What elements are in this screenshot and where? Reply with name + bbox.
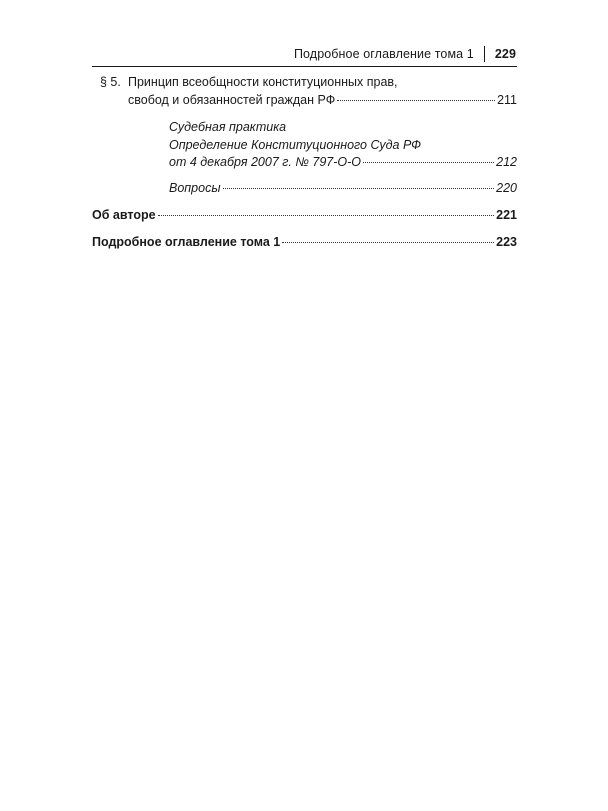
toc-entry-case-law[interactable] (169, 119, 517, 172)
section-number: § 5. (100, 75, 121, 89)
case-law-line2: от 4 декабря 2007 г. № 797-О-О (169, 155, 361, 169)
questions-title: Вопросы (169, 180, 221, 195)
dot-leader (223, 188, 495, 189)
case-law-line1: Определение Конституционного Суда РФ (169, 137, 422, 152)
running-header-title: Подробное оглавление тома 1 (293, 47, 474, 61)
toc-line (92, 92, 517, 110)
running-header-page-number: 229 (494, 47, 516, 61)
toc-line (169, 180, 517, 198)
case-law-group (92, 119, 517, 197)
running-header (294, 46, 516, 62)
case-law-heading: Судебная практика (169, 120, 287, 134)
dot-leader (158, 215, 495, 216)
header-rule (92, 66, 517, 67)
page-number: 220 (496, 180, 517, 195)
toc-line (169, 137, 517, 155)
about-author-title: Об авторе (92, 208, 156, 222)
running-header-separator (484, 46, 485, 62)
toc-entry-detailed-contents[interactable] (92, 234, 517, 252)
page-number: 212 (496, 155, 517, 169)
dot-leader (282, 242, 494, 243)
toc-entry-questions[interactable] (169, 180, 517, 198)
detailed-contents-title: Подробное оглавление тома 1 (92, 234, 281, 249)
page-number: 223 (496, 234, 517, 249)
table-of-contents (92, 74, 517, 251)
dot-leader (363, 162, 494, 163)
toc-line (92, 74, 517, 92)
page-number: 211 (497, 92, 517, 107)
section-title-line2: свобод и обязанностей граждан РФ (128, 92, 336, 107)
toc-line (169, 119, 517, 137)
toc-line (92, 207, 517, 225)
dot-leader (337, 100, 495, 101)
toc-entry-about-author[interactable] (92, 207, 517, 225)
page-number: 221 (496, 208, 517, 222)
toc-line (92, 234, 517, 252)
toc-entry-section-5[interactable] (92, 74, 517, 109)
toc-line (169, 154, 517, 172)
section-title-line1: Принцип всеобщности конституционных прав, (128, 75, 398, 89)
